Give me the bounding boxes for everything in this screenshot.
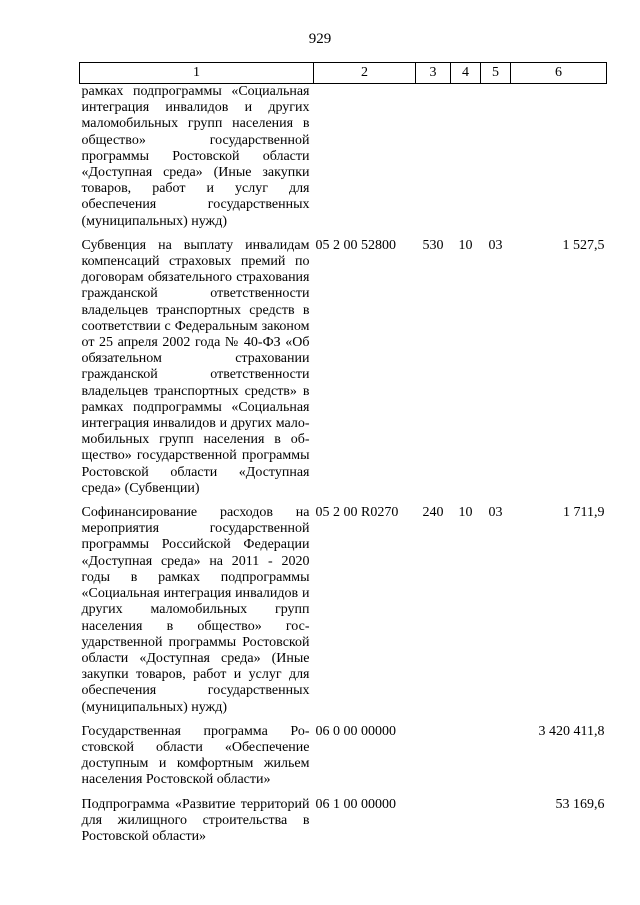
row-col4 (451, 724, 481, 789)
row-code: 06 1 00 00000 (315, 796, 396, 812)
column-header-2: 2 (314, 63, 416, 84)
row-col3 (416, 797, 451, 846)
row-col4 (451, 797, 481, 846)
row-description: Софинансирование расходов на мероприятия государственной программы Российской Федерации «Доступная среда» на 2011 - 2020 годы в рамках подпрограммы «Социальная интеграция инвалидов и других маломобильных групп населения в общество» государственной программы Ростовской области «Доступная среда» (Иные закупки товаров, работ и услуг для обеспечения государственных (муниципальных) нужд) (81, 505, 310, 715)
table-header (80, 63, 607, 84)
row-description: рамках подпрограммы «Социальная интеграция инвалидов и других маломобильных групп населения в общество» государственной программы Ростовской области «Доступная среда» (Иные закупки товаров, работ и услуг для обеспечения государственных (муниципальных) нужд) (81, 84, 310, 229)
row-col3: 530 (422, 237, 444, 253)
column-header-1: 1 (80, 63, 314, 84)
table-row (80, 797, 607, 846)
row-amount: 53 169,6 (555, 796, 605, 812)
row-amount (511, 84, 607, 230)
row-col5: 03 (488, 237, 503, 253)
row-col4 (451, 84, 481, 230)
row-code: 05 2 00 R0270 (315, 505, 399, 521)
row-col5 (481, 84, 511, 230)
row-col3 (416, 724, 451, 789)
table-row (80, 724, 607, 789)
page-number: 929 (308, 31, 332, 47)
row-amount: 1 711,9 (563, 505, 605, 521)
row-col3 (416, 84, 451, 230)
column-header-5: 5 (481, 63, 511, 84)
row-col5 (481, 797, 511, 846)
row-code: 06 0 00 00000 (315, 723, 396, 739)
table-row (80, 84, 607, 230)
row-description: Подпрограмма «Развитие территорий для жилищного строительства в Ростовской области» (81, 796, 310, 844)
row-code: 05 2 00 52800 (315, 237, 396, 253)
row-amount: 1 527,5 (562, 237, 605, 253)
column-header-3: 3 (416, 63, 451, 84)
row-description: Субвенция на выплату инвалидам компенсаций страховых премий по договорам обязательного страхования гражданской ответственности владельцев транспортных средств в соответствии с Федеральным законом от 25 апреля 2002 года № 40-ФЗ «Об обязательном страховании гражданской ответственности владельцев транспортных средств» в рамках подпрограммы «Социальная интеграция инвалидов и других маломобильных групп населения в общество» государственной программы Ростовской области «Доступная среда» (Субвенции) (81, 237, 310, 496)
row-col5: 03 (488, 505, 503, 521)
row-col5 (481, 724, 511, 789)
row-col4: 10 (458, 237, 473, 253)
table-row (80, 505, 607, 716)
row-col4: 10 (458, 505, 473, 521)
row-description: Государственная программа Ростовской области «Обеспечение доступным и комфортным жильем населения Ростовской области» (81, 723, 310, 788)
budget-table (79, 62, 607, 845)
column-header-6: 6 (511, 63, 607, 84)
row-code (314, 84, 416, 230)
row-amount: 3 420 411,8 (538, 723, 605, 739)
table-row (80, 238, 607, 497)
row-col3: 240 (422, 505, 444, 521)
column-header-4: 4 (451, 63, 481, 84)
